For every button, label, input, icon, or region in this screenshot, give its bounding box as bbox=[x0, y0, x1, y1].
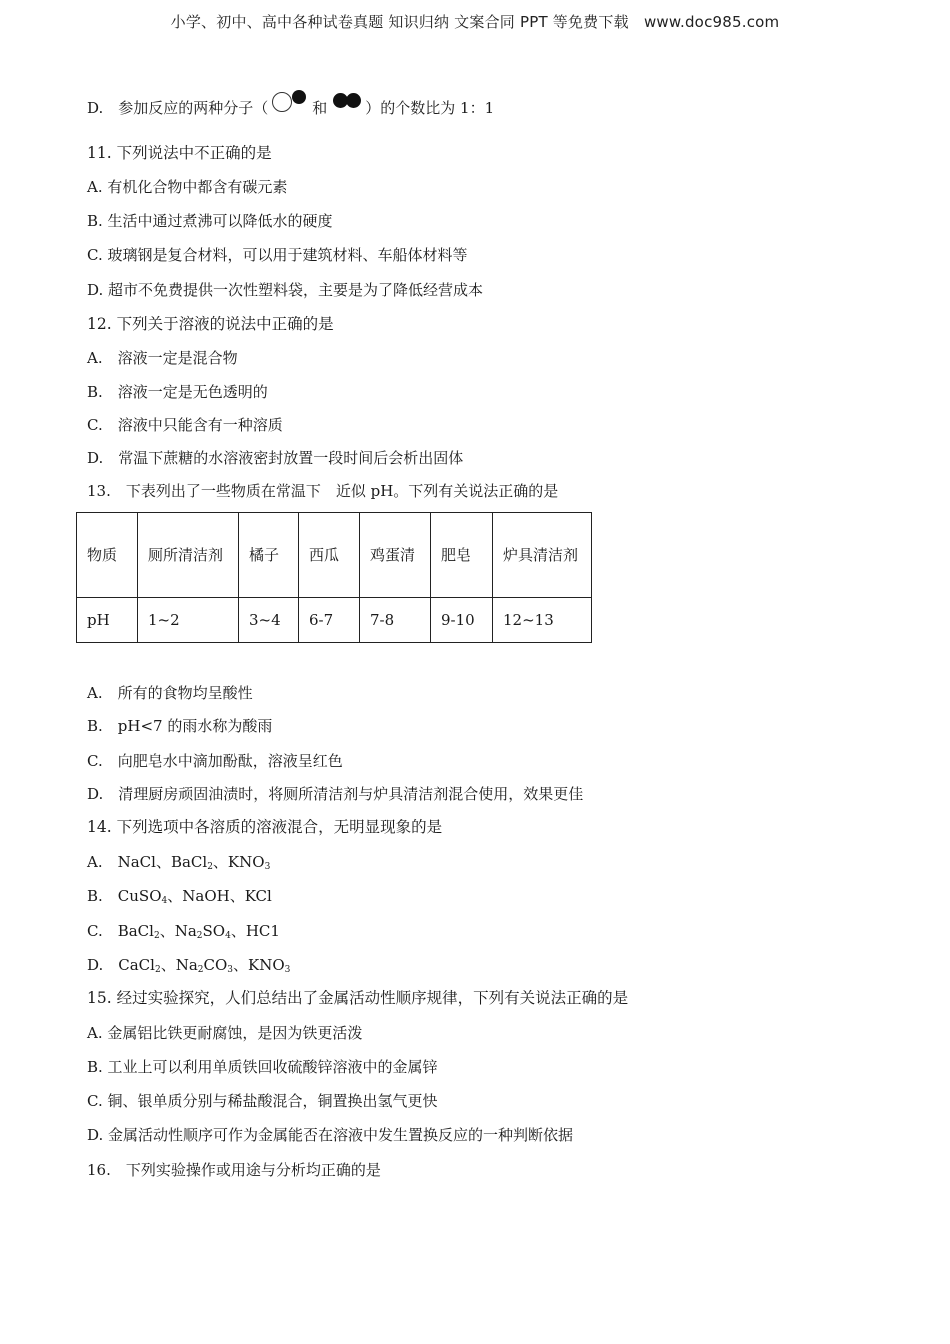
q15-option-c: C. 铜、银单质分别与稀盐酸混合，铜置换出氢气更快 bbox=[87, 1092, 438, 1110]
table-cell: 鸡蛋清 bbox=[360, 513, 431, 598]
table-cell: 肥皂 bbox=[431, 513, 493, 598]
q13-option-d: D. 清理厨房顽固油渍时，将厕所清洁剂与炉具清洁剂混合使用，效果更佳 bbox=[87, 785, 584, 803]
q15-option-d: D. 金属活动性顺序可作为金属能否在溶液中发生置换反应的一种判断依据 bbox=[87, 1126, 574, 1144]
q14-title: 14. 下列选项中各溶质的溶液混合，无明显现象的是 bbox=[87, 818, 443, 836]
table-cell: 9-10 bbox=[431, 598, 493, 643]
table-row bbox=[77, 513, 592, 598]
q10-d-suffix: ）的个数比为 1：1 bbox=[365, 99, 495, 117]
q13-option-a: A. 所有的食物均呈酸性 bbox=[87, 684, 253, 702]
table-cell: 橘子 bbox=[239, 513, 299, 598]
q10-d-prefix: D. 参加反应的两种分子（ bbox=[87, 99, 269, 117]
q14-option-d: D. CaCl$_2$、$Na_2CO_3$、$KNO_3$ bbox=[87, 956, 291, 975]
q11-option-d: D. 超市不免费提供一次性塑料袋，主要是为了降低经营成本 bbox=[87, 281, 484, 299]
molecule-filled-pair-icon bbox=[329, 90, 363, 116]
table-cell: 炉具清洁剂 bbox=[493, 513, 592, 598]
table-cell: 1~2 bbox=[138, 598, 239, 643]
q12-option-b: B. 溶液一定是无色透明的 bbox=[87, 383, 268, 401]
q15-option-a: A. 金属铝比铁更耐腐蚀，是因为铁更活泼 bbox=[87, 1024, 363, 1042]
table-cell: 物质 bbox=[77, 513, 138, 598]
q14-option-c: C. BaCl$_2$、$Na_2SO_4$、HC1 bbox=[87, 922, 280, 941]
q16-title: 16. 下列实验操作或用途与分析均正确的是 bbox=[87, 1161, 381, 1179]
q13-option-c: C. 向肥皂水中滴加酚酞，溶液呈红色 bbox=[87, 752, 343, 770]
q12-option-d: D. 常温下蔗糖的水溶液密封放置一段时间后会析出固体 bbox=[87, 449, 464, 467]
table-cell: 厕所清洁剂 bbox=[138, 513, 239, 598]
table-cell: 7-8 bbox=[360, 598, 431, 643]
q13-title: 13. 下表列出了一些物质在常温下 近似 pH。下列有关说法正确的是 bbox=[87, 482, 559, 500]
q14-option-a: A. NaCl、BaCl$_2$、$KNO_3$ bbox=[87, 853, 271, 872]
q11-title: 11. 下列说法中不正确的是 bbox=[87, 144, 272, 162]
q11-option-c: C. 玻璃钢是复合材料，可以用于建筑材料、车船体材料等 bbox=[87, 246, 468, 264]
q13-option-b: B. pH<7 的雨水称为酸雨 bbox=[87, 717, 273, 735]
q11-option-b: B. 生活中通过煮沸可以降低水的硬度 bbox=[87, 212, 333, 230]
molecule-open-filled-icon bbox=[270, 90, 310, 116]
q11-option-a: A. 有机化合物中都含有碳元素 bbox=[87, 178, 288, 196]
table-cell: pH bbox=[77, 598, 138, 643]
ph-table bbox=[76, 512, 592, 643]
q12-title: 12. 下列关于溶液的说法中正确的是 bbox=[87, 315, 334, 333]
table-cell: 6-7 bbox=[299, 598, 360, 643]
table-row bbox=[77, 598, 592, 643]
table-cell: 12~13 bbox=[493, 598, 592, 643]
page-header: 小学、初中、高中各种试卷真题 知识归纳 文案合同 PPT 等免费下载 www.doc985.com bbox=[170, 13, 780, 31]
q14-option-b: B. CuSO$_4$、NaOH、KCl bbox=[87, 887, 272, 906]
table-cell: 3~4 bbox=[239, 598, 299, 643]
q10-d-mid: 和 bbox=[312, 99, 328, 117]
q12-option-a: A. 溶液一定是混合物 bbox=[87, 349, 238, 367]
q12-option-c: C. 溶液中只能含有一种溶质 bbox=[87, 416, 283, 434]
q15-title: 15. 经过实验探究，人们总结出了金属活动性顺序规律，下列有关说法正确的是 bbox=[87, 989, 629, 1007]
table-cell: 西瓜 bbox=[299, 513, 360, 598]
q10-option-d bbox=[87, 96, 494, 122]
q15-option-b: B. 工业上可以利用单质铁回收硫酸锌溶液中的金属锌 bbox=[87, 1058, 438, 1076]
